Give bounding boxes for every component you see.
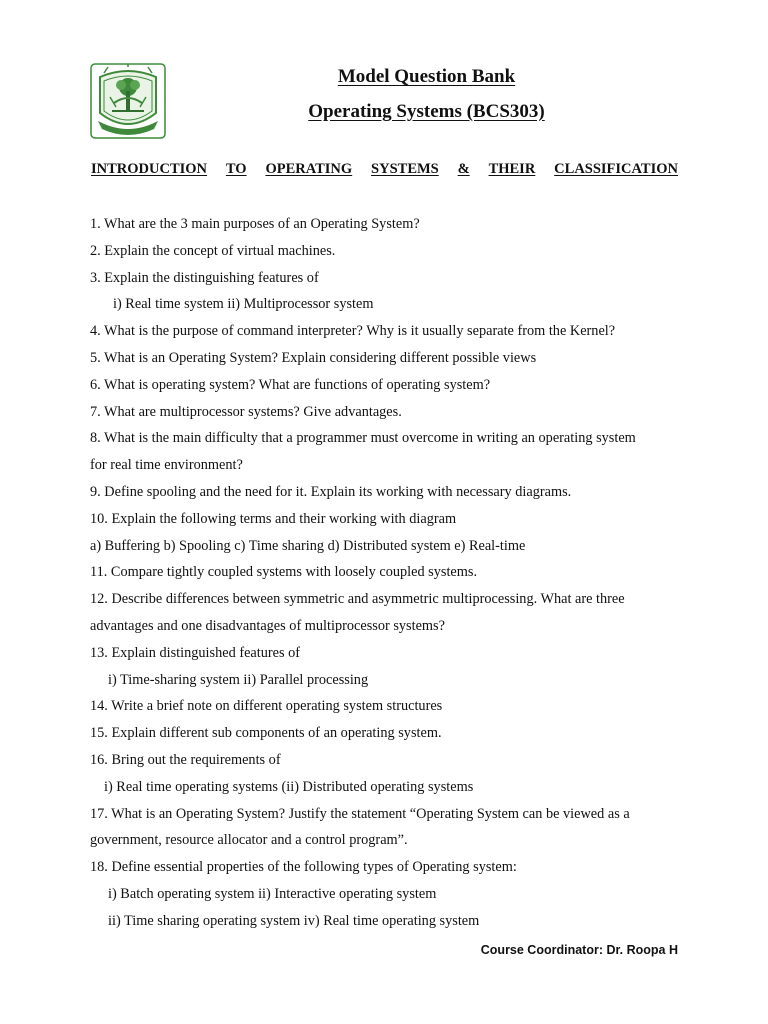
question-line: 7. What are multiprocessor systems? Give advantages. (90, 403, 402, 420)
question-line: 9. Define spooling and the need for it. Explain its working with necessary diagrams. (90, 483, 572, 500)
heading-word: OPERATING (265, 161, 353, 177)
heading-word: TO (225, 161, 247, 177)
question-line: 1. What are the 3 main purposes of an Operating System? (90, 216, 420, 232)
question-line: 16. Bring out the requirements of (90, 751, 281, 768)
heading-word: CLASSIFICATION (554, 161, 678, 177)
question-subline: i) Real time system ii) Multiprocessor system (113, 296, 374, 313)
question-line: 8. What is the main difficulty that a programmer must overcome in writing an operating system (90, 430, 636, 447)
question-line: 18. Define essential properties of the following types of Operating system: (90, 859, 517, 876)
question-line: 14. Write a brief note on different operating system structures (90, 698, 443, 715)
question-line: 3. Explain the distinguishing features of (90, 269, 319, 286)
page-title: Model Question Bank (337, 66, 516, 87)
heading-word: THEIR (488, 161, 536, 177)
question-subline: i) Time-sharing system ii) Parallel processing (108, 671, 369, 688)
heading-word: SYSTEMS (371, 161, 439, 177)
question-line: 17. What is an Operating System? Justify the statement “Operating System can be viewed as a (90, 805, 630, 822)
question-line: 10. Explain the following terms and their working with diagram (90, 510, 457, 527)
question-subline: a) Buffering b) Spooling c) Time sharing d) Distributed system e) Real-time (90, 537, 526, 554)
question-subline: ii) Time sharing operating system iv) Real time operating system (108, 912, 480, 929)
question-subline: i) Batch operating system ii) Interactive operating system (108, 885, 437, 902)
question-line: 2. Explain the concept of virtual machines. (90, 242, 336, 259)
question-line: 11. Compare tightly coupled systems with loosely coupled systems. (90, 564, 478, 581)
course-coordinator: Course Coordinator: Dr. Roopa H (480, 943, 678, 957)
question-continuation: for real time environment? (90, 457, 243, 474)
heading-word: & (457, 161, 470, 177)
question-line: 5. What is an Operating System? Explain considering different possible views (90, 349, 537, 366)
question-line: 13. Explain distinguished features of (90, 644, 301, 661)
question-line: 4. What is the purpose of command interpreter? Why is it usually separate from the Kernel? (90, 323, 616, 340)
question-continuation: government, resource allocator and a control program”. (90, 832, 408, 849)
question-continuation: advantages and one disadvantages of multiprocessor systems? (90, 617, 445, 634)
question-subline: i) Real time operating systems (ii) Distributed operating systems (104, 778, 474, 795)
question-line: 12. Describe differences between symmetric and asymmetric multiprocessing. What are three (90, 591, 625, 608)
question-line: 15. Explain different sub components of an operating system. (90, 725, 442, 742)
question-list (90, 214, 690, 938)
question-line: 6. What is operating system? What are functions of operating system? (90, 376, 491, 393)
heading-word: INTRODUCTION (91, 161, 208, 177)
page-subtitle: Operating Systems (BCS303) (308, 101, 545, 122)
section-heading (91, 161, 678, 178)
